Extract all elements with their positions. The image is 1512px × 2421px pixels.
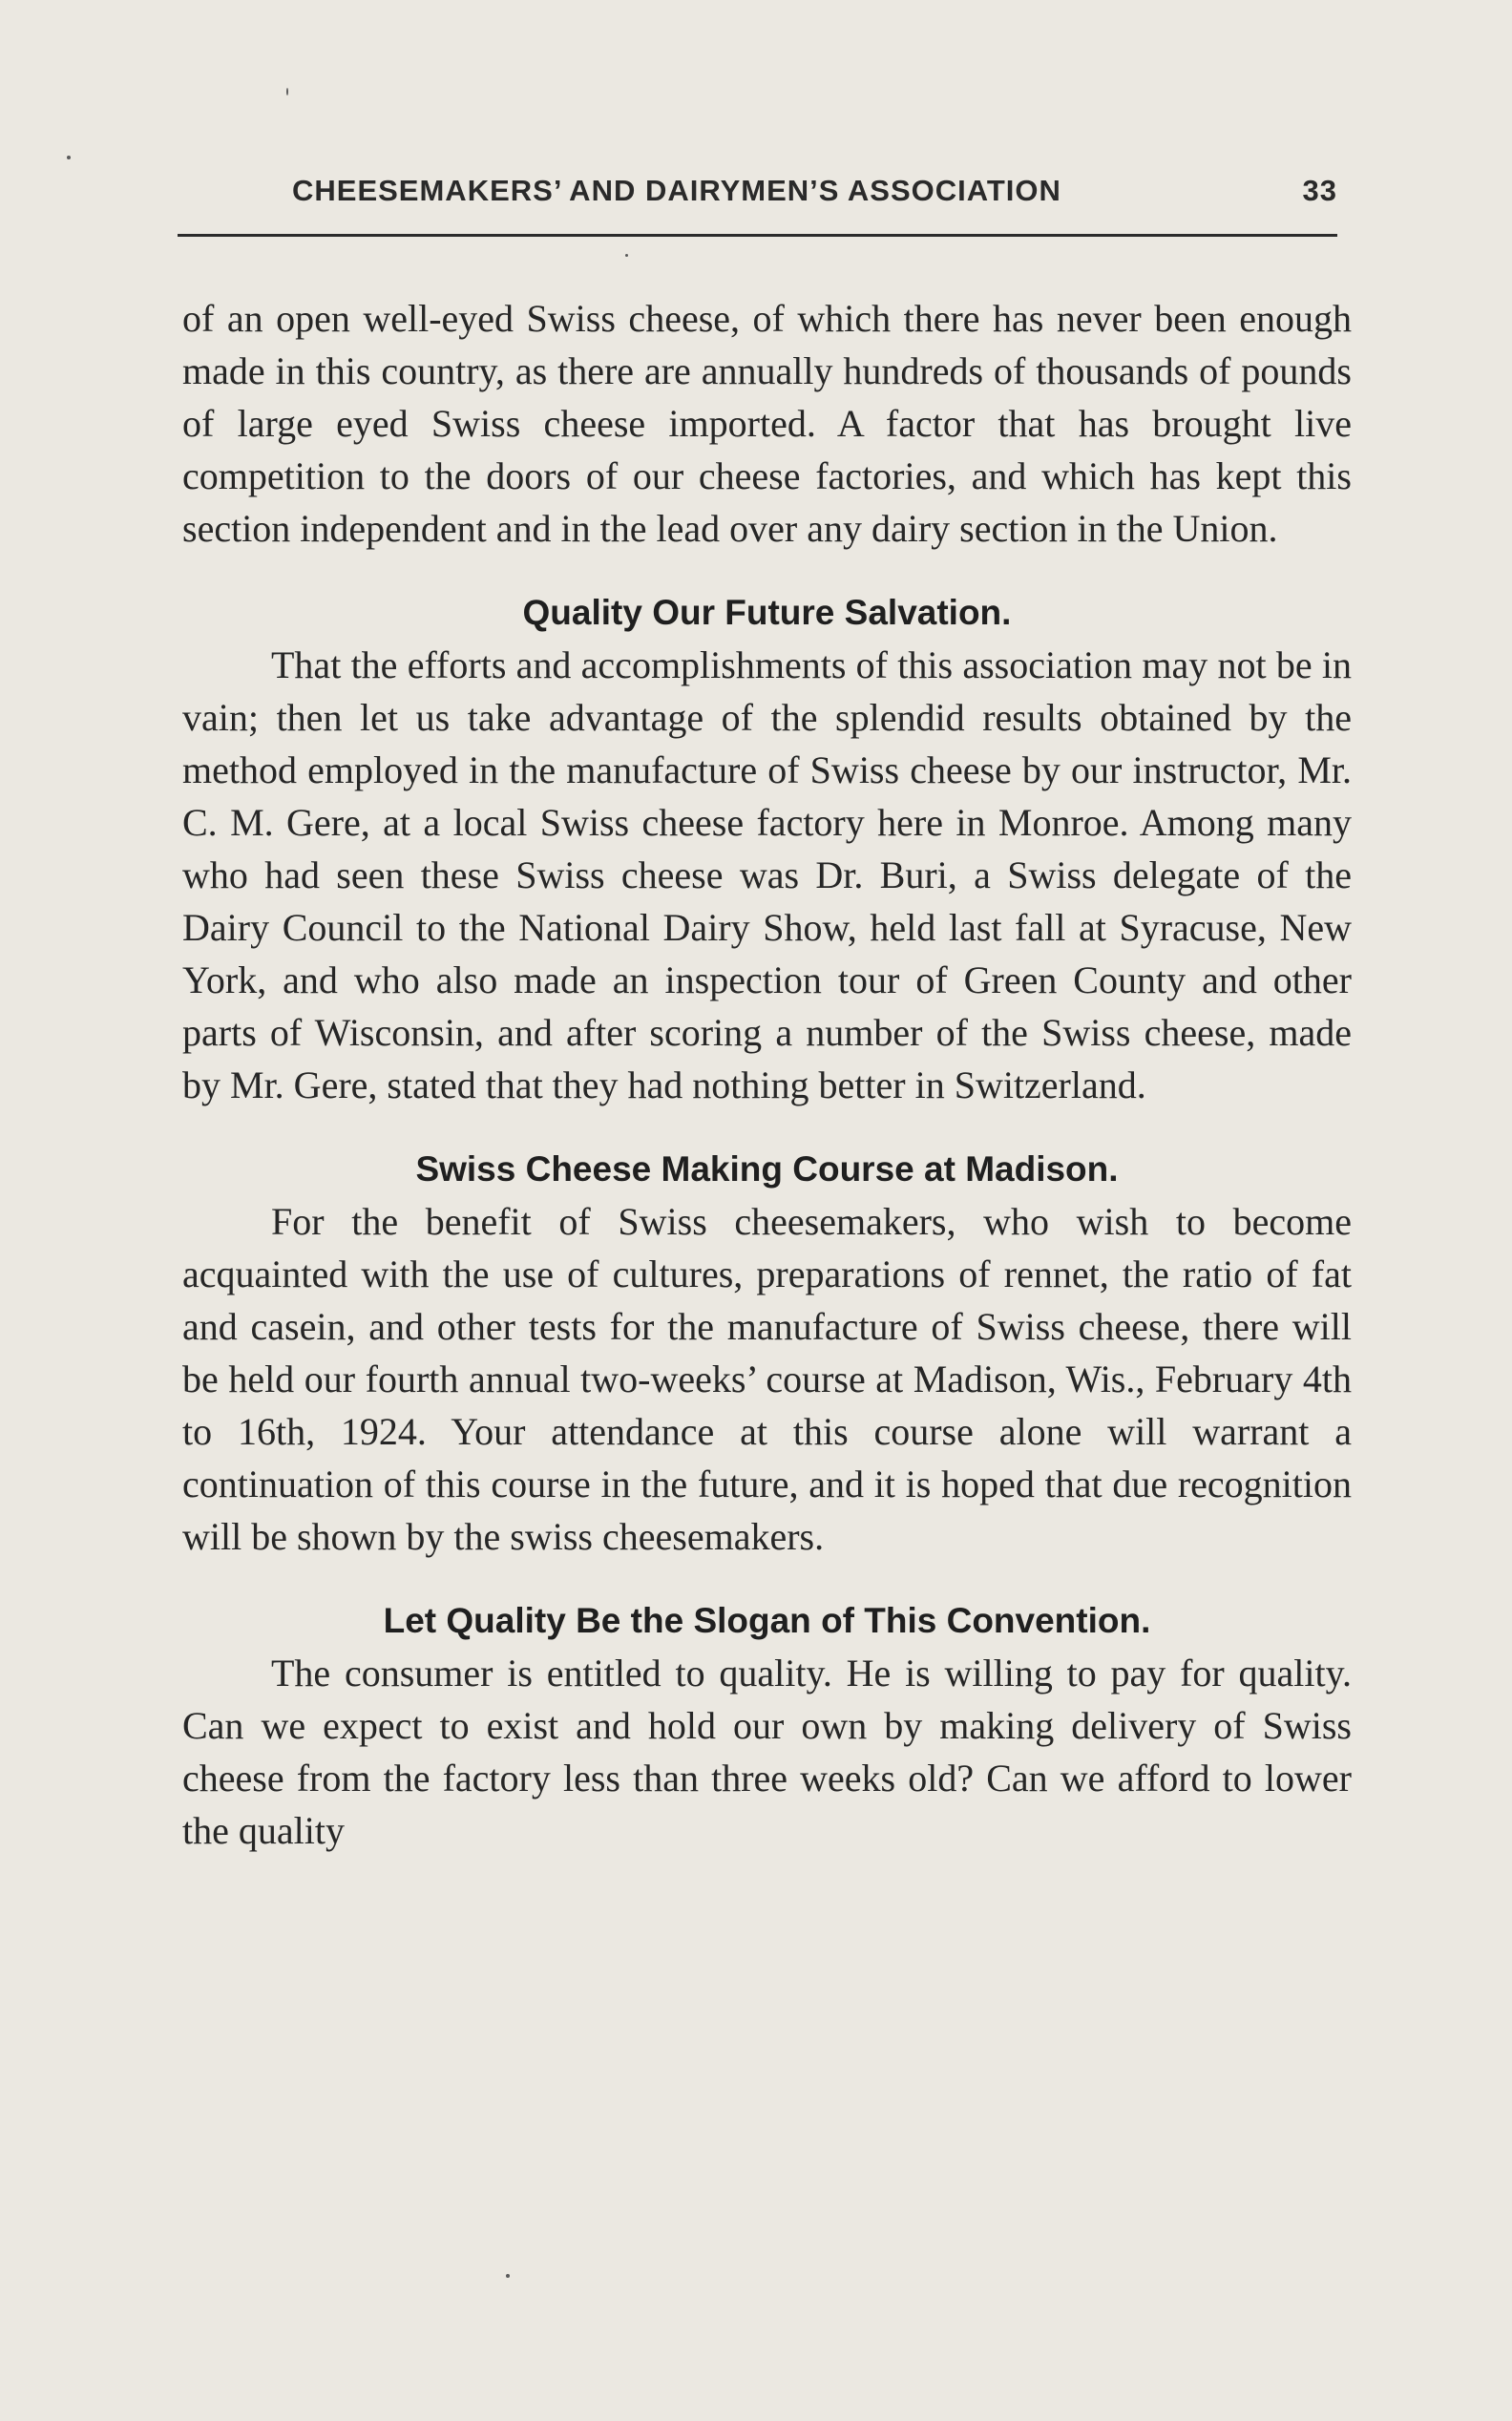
section-heading-cheese-course: Swiss Cheese Making Course at Madison. bbox=[415, 1149, 1119, 1189]
section-heading-quality-salvation: Quality Our Future Salvation. bbox=[522, 593, 1012, 632]
header-rule bbox=[178, 234, 1337, 237]
section-paragraph-quality-slogan: The consumer is entitled to quality. He is willing to pay for quality. Can we expect to exist and hold our own by making delivery of Swiss cheese from the factory less than three weeks old? Can we afford to lower the quality bbox=[182, 1652, 1352, 1852]
page-body bbox=[182, 292, 1352, 1857]
scan-speck bbox=[286, 88, 288, 95]
section-paragraph-cheese-course: For the benefit of Swiss cheesemakers, who wish to become acquainted with the use of cultures, preparations of rennet, the ratio of fat and casein, and other tests for the manufacture of Swiss cheese, there will be held our fourth annual two-weeks’ course at Madison, Wis., February 4th to 16th, 1924. Your attendance at this course alone will warrant a continuation of this course in the future, and it is hoped that due recognition will be shown by the swiss cheesemakers. bbox=[182, 1200, 1352, 1558]
section-heading-quality-slogan: Let Quality Be the Slogan of This Convention. bbox=[383, 1601, 1151, 1640]
running-title: CHEESEMAKERS’ AND DAIRYMEN’S ASSOCIATION bbox=[292, 174, 1061, 207]
page-number: 33 bbox=[1302, 174, 1337, 207]
section-paragraph-quality-salvation: That the efforts and accomplishments of this association may not be in vain; then let us take advantage of the splendid results obtained by the method employed in the manufacture of Swiss cheese by our instructor, Mr. C. M. Gere, at a local Swiss cheese factory here in Monroe. Among many who had seen these Swiss cheese was Dr. Buri, a Swiss delegate of the Dairy Council to the National Dairy Show, held last fall at Syracuse, New York, and who also made an inspection tour of Green County and other parts of Wisconsin, and after scoring a number of the Swiss cheese, made by Mr. Gere, stated that they had nothing better in Switzerland. bbox=[182, 643, 1352, 1106]
continued-paragraph: of an open well-eyed Swiss cheese, of which there has never been enough made in this country, as there are annually hundreds of thousands of pounds of large eyed Swiss cheese imported. A factor that has brought live competition to the doors of our cheese factories, and which has kept this section independent and in the lead over any dairy section in the Union. bbox=[182, 297, 1352, 550]
scan-speck bbox=[67, 156, 71, 159]
scan-speck bbox=[506, 2274, 510, 2278]
scan-speck bbox=[625, 254, 628, 257]
running-header bbox=[178, 170, 1337, 218]
